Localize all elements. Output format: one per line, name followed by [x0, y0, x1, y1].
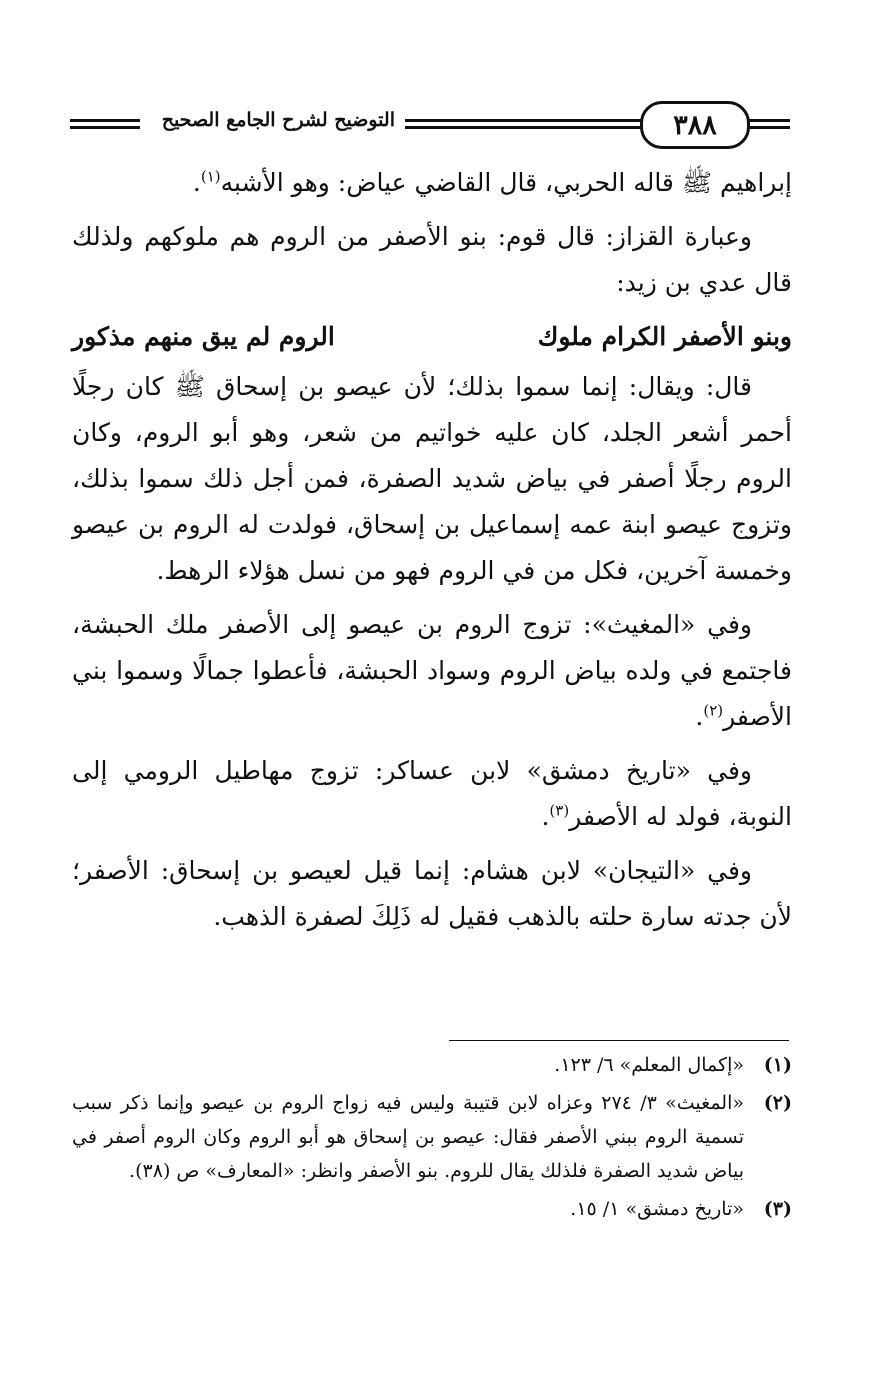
footnote-number: (٣): [763, 1198, 792, 1220]
header-rule-right: [746, 119, 790, 122]
paragraph-end: .: [192, 168, 201, 197]
paragraph-text: إبراهيم ﷺ قاله الحربي، قال القاضي عياض: وهو الأشبه: [220, 168, 792, 197]
footnote-text: «تاريخ دمشق» ١/ ١٥.: [570, 1198, 744, 1220]
header-rule-middle-2: [405, 126, 645, 129]
paragraph: [72, 602, 792, 740]
poetry-verse: [72, 314, 792, 360]
footnotes: [72, 1048, 792, 1230]
footnote-number: (٢): [763, 1092, 792, 1114]
paragraph: [72, 160, 792, 206]
footnote-ref: (١): [200, 167, 221, 186]
verse-first-hemistich: وبنو الأصفر الكرام ملوك: [537, 322, 792, 351]
footnote-text: «إكمال المعلم» ٦/ ١٢٣.: [554, 1054, 744, 1076]
header-rule-left-2: [70, 126, 140, 129]
footnote: [72, 1192, 792, 1226]
page-header: [70, 95, 790, 155]
footnote-separator: [449, 1040, 789, 1041]
page-number: ٣٨٨: [640, 101, 750, 149]
header-rule-left: [70, 119, 140, 122]
header-rule-middle: [405, 119, 645, 122]
footnote: [72, 1048, 792, 1082]
paragraph-end: .: [541, 802, 550, 831]
paragraph: وعبارة القزاز: قال قوم: بنو الأصفر من الروم هم ملوكهم ولذلك قال عدي بن زيد:: [72, 222, 792, 297]
paragraph: وفي «التيجان» لابن هشام: إنما قيل لعيصو بن إسحاق: الأصفر؛ لأن جدته سارة حلته بالذهب فقيل له ذَلِكَ لصفرة الذهب.: [72, 856, 792, 931]
main-text: [72, 160, 792, 948]
header-rule-right-2: [746, 126, 790, 129]
verse-second-hemistich: الروم لم يبق منهم مذكور: [72, 322, 335, 351]
footnote: [72, 1086, 792, 1188]
running-title: التوضيح لشرح الجامع الصحيح: [161, 109, 395, 131]
paragraph-text: وفي «تاريخ دمشق» لابن عساكر: تزوج مهاطيل الرومي إلى النوبة، فولد له الأصفر: [72, 756, 792, 831]
footnote-number: (١): [763, 1054, 792, 1076]
footnote-text: «المغيث» ٣/ ٢٧٤ وعزاه لابن قتيبة وليس فيه زواج الروم بن عيصو وإنما ذكر سبب تسمية الروم ببني الأصفر فقال: عيصو بن إسحاق هو أبو الروم وكان الروم أصفر في بياض شديد الصفرة فلذلك يقال للروم. بنو الأصفر وانظر: «المعارف» ص (٣٨).: [72, 1092, 744, 1182]
paragraph: قال: ويقال: إنما سموا بذلك؛ لأن عيصو بن إسحاق ﷺ كان رجلًا أحمر أشعر الجلد، كان عليه خواتيم من شعر، وهو أبو الروم، وكان الروم رجلًا أصفر في بياض شديد الصفرة، فمن أجل ذلك سموا بذلك، وتزوج عيصو ابنة عمه إسماعيل بن إسحاق، فولدت له الروم بن عيصو وخمسة آخرين، فكل من في الروم فهو من نسل هؤلاء الرهط.: [72, 372, 792, 585]
paragraph: [72, 748, 792, 840]
paragraph-text: وفي «المغيث»: تزوج الروم بن عيصو إلى الأصفر ملك الحبشة، فاجتمع في ولده بياض الروم وسواد الحبشة، فأعطوا جمالًا وسموا بني الأصفر: [72, 610, 792, 731]
footnote-ref: (٣): [549, 801, 570, 820]
footnote-ref: (٢): [703, 701, 724, 720]
paragraph-end: .: [695, 702, 704, 731]
